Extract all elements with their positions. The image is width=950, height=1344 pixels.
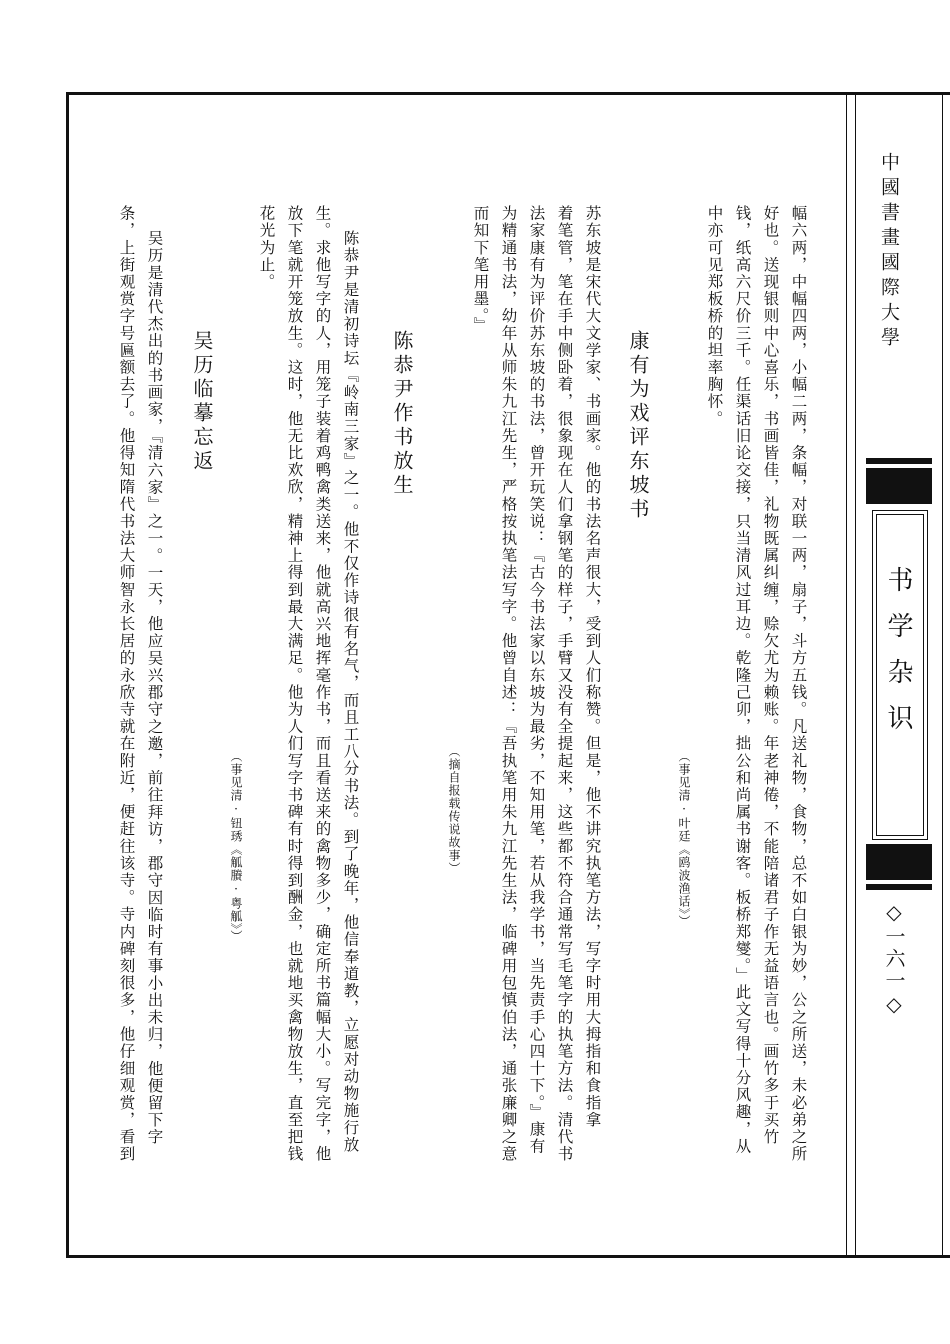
article2-line-2: 着笔管，笔在手中侧卧着，很象现在人们拿钢笔的样子，手臂又没有全提起来，这些都不符合通常写毛笔字的执笔方法。清代书 (555, 205, 574, 1163)
article2-line-1: 苏东坡是宋代大文学家、书画家。他的书法名声很大，受到人们称赞。但是，他不讲究执笔方法，写字时用大拇指和食指拿 (583, 205, 602, 1129)
sidebar (846, 92, 950, 1255)
cartouche-bottom-bar (866, 884, 932, 890)
article1-line-1: 幅六两，中幅四两，小幅二两，条幅，对联一两，扇子，斗方五钱。凡送礼物，食物，总不如白银为妙，公之所送，未必弟之所 (789, 205, 808, 1163)
university-name: 中國書畫國際大學 (878, 152, 900, 352)
article2-line-4: 为精通书法，幼年从师朱九江先生，严格按执笔法写字。他曾自述：『吾执笔用朱九江先生法，临碑用包慎伯法，通张廉卿之意 (499, 205, 518, 1163)
article3-line-4: 花光为止。 (257, 205, 276, 291)
article4-line-2: 条，上街观赏字号匾额去了。他得知隋代书法大师智永长居的永欣寺就在附近，便赶往该寺。寺内碑刻很多，他仔细观赏，看到 (117, 205, 136, 1163)
page-number: ◇一六一◇ (882, 900, 906, 1018)
cartouche-top-bar (866, 458, 932, 464)
article1-line-3: 钱，纸高六尺价三千。任渠话旧论交接，只当清风过耳边。乾隆己卯，拙公和尚属书谢客。板桥郑燮。」此文写得十分风趣，从 (733, 205, 752, 1155)
article3-source: （事见清·钮琇《觚賸·粤觚》） (229, 750, 243, 943)
article2-source: （摘自报载传说故事） (447, 745, 461, 875)
cartouche-top-cap (866, 468, 932, 504)
article4-line-1: 吴历是清代杰出的书画家，『清六家』之一。一天，他应吴兴郡守之邀，前往拜访，郡守因临时有事小出未归，他便留下字 (145, 230, 164, 1146)
article2-title: 康有为戏评东坡书 (626, 330, 650, 522)
article1-line-2: 好也。送现银则中心喜乐，书画皆佳，礼物既属纠缠，赊欠尤为赖账。年老神倦，不能陪诸君子作无益语言也。画竹多于买竹 (761, 205, 780, 1146)
article1-line-4: 中亦可见郑板桥的坦率胸怀。 (705, 205, 724, 428)
article2-line-3: 法家康有为评价苏东坡的书法，曾开玩笑说：『古今书法家以东坡为最劣，不知用笔，若从我学书，当先责手心四十下。』康有 (527, 205, 546, 1155)
article3-line-1: 陈恭尹是清初诗坛『岭南三家』之一。他不仅作诗很有名气，而且工八分书法。到了晚年，他信奉道教，立愿对动物施行放 (341, 230, 360, 1154)
article3-title: 陈恭尹作书放生 (390, 330, 414, 498)
article3-line-3: 放下笔就开笼放生。这时，他无比欢欣，精神上得到最大满足。他为人们写字书碑有时得到酬金，也就地买禽物放生，直至把钱 (285, 205, 304, 1163)
cartouche-bottom-cap (866, 844, 932, 880)
article2-line-5: 而知下笔用墨。』 (471, 205, 490, 335)
section-title: 书学杂识 (883, 566, 913, 750)
article3-line-2: 生。求他写字的人，用笼子装着鸡鸭禽类送来，他就高兴地挥毫作书，而且看送来的禽物多少，确定所书篇幅大小。写完字，他 (313, 205, 332, 1163)
article4-title: 吴历临摹忘返 (190, 330, 214, 474)
sidebar-inner-frame (855, 92, 943, 1255)
article1-source: （事见清·叶廷《鸥波渔话》） (677, 750, 691, 928)
section-cartouche (866, 458, 932, 890)
